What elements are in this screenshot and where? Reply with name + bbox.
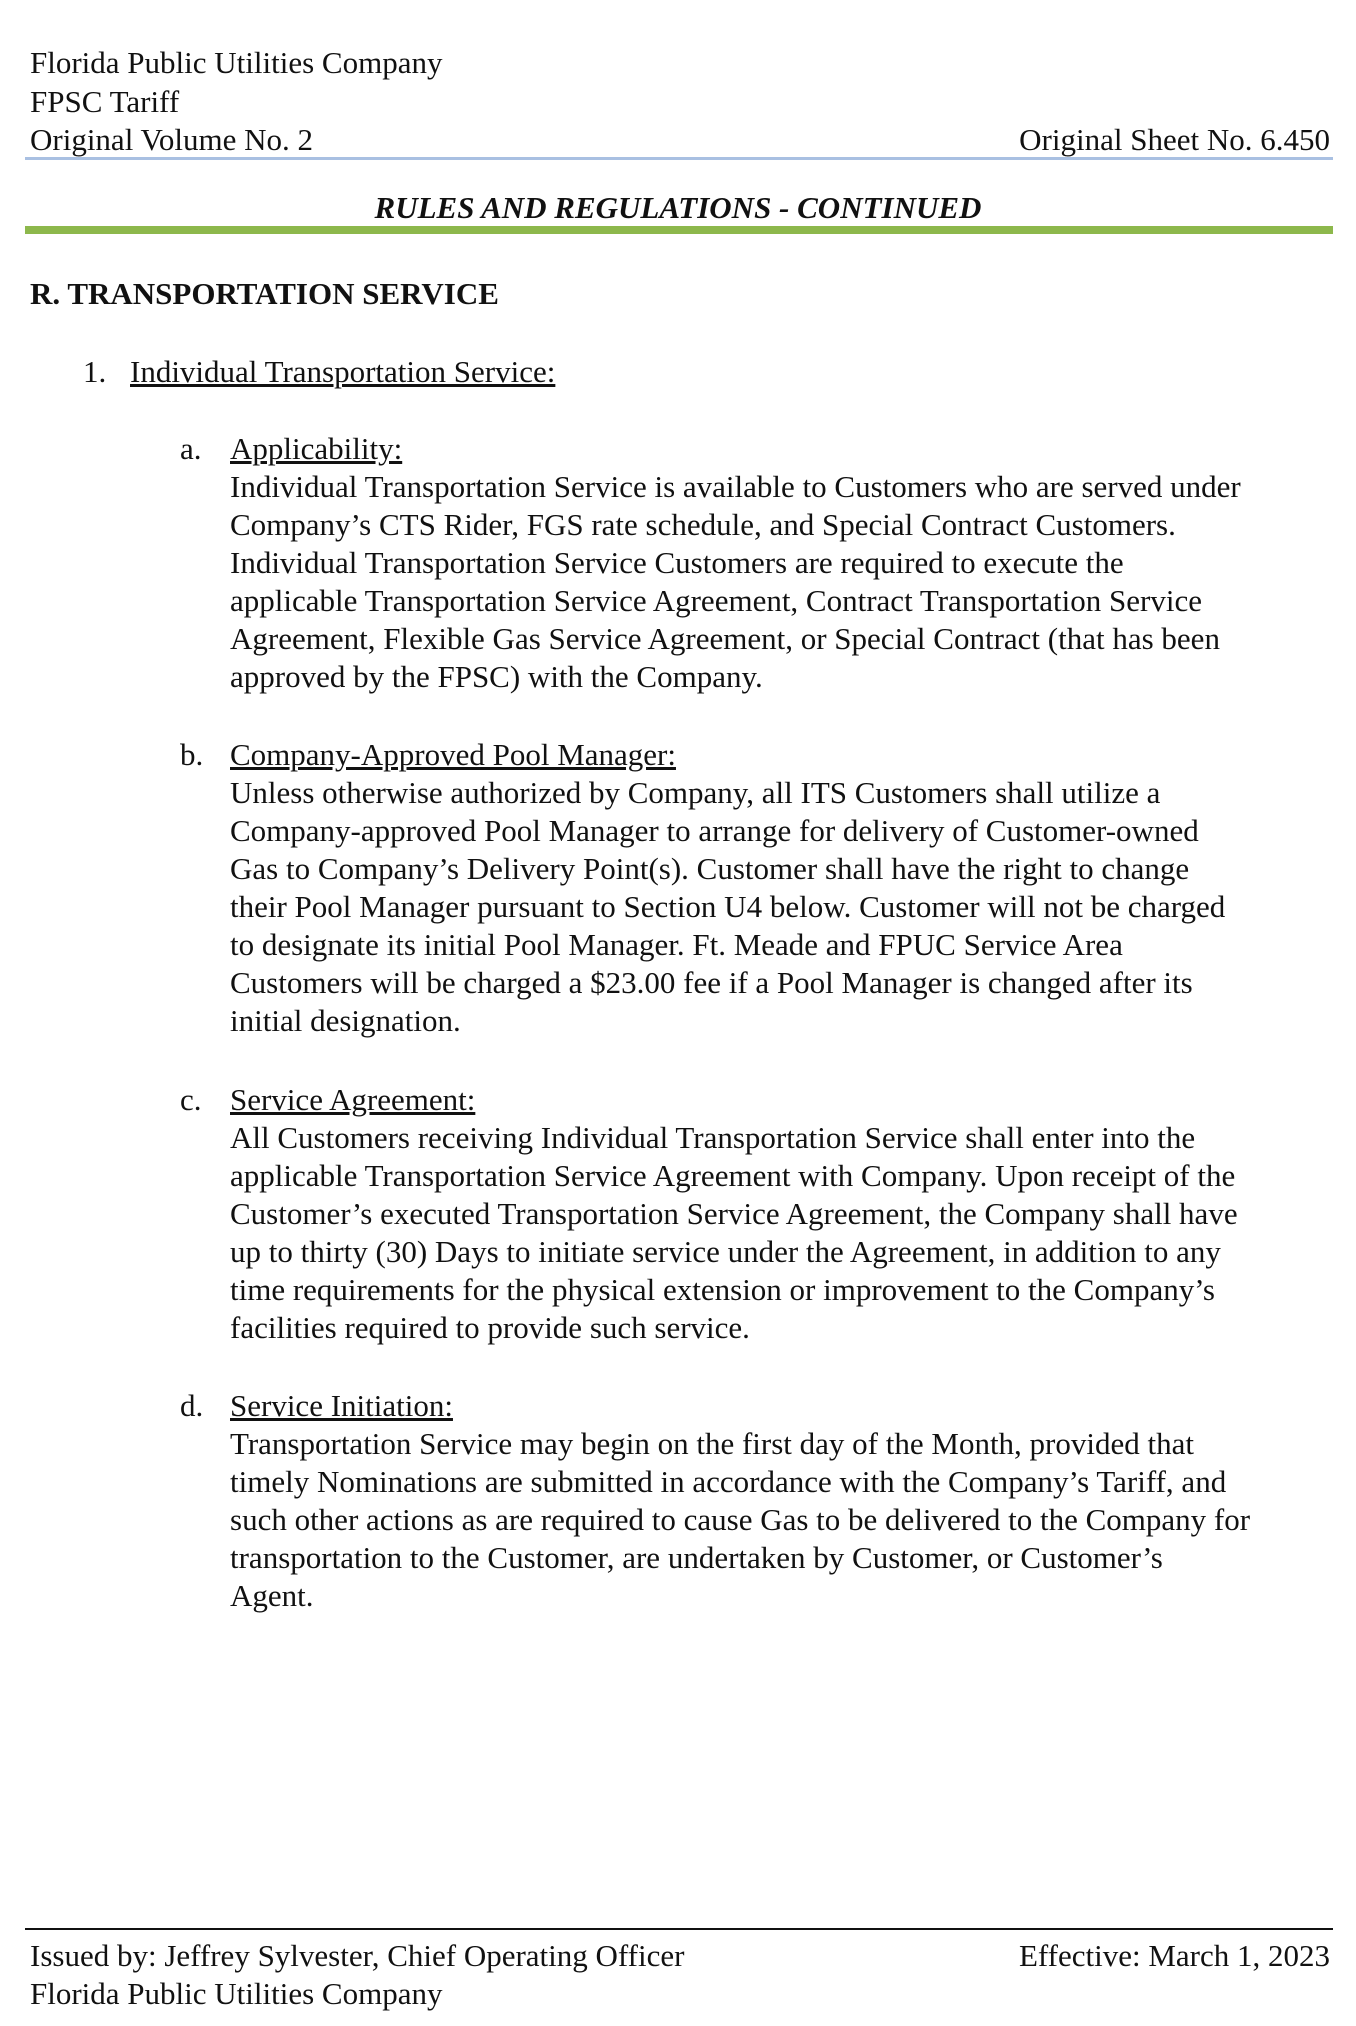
subsection-letter: b. — [180, 737, 204, 772]
footer-divider — [25, 1928, 1333, 1930]
main-heading: R. TRANSPORTATION SERVICE — [30, 276, 499, 311]
body-line: such other actions as are required to cause Gas to be delivered to the Company for — [230, 1502, 1251, 1537]
subsection-body — [230, 1425, 1330, 1615]
footer-effective-date: Effective: March 1, 2023 — [1018, 1938, 1330, 1973]
footer-issued-by: Issued by: Jeffrey Sylvester, Chief Operating Officer — [30, 1938, 685, 1973]
footer-company: Florida Public Utilities Company — [30, 1976, 443, 2011]
subsection-title: Company-Approved Pool Manager: — [230, 737, 676, 772]
body-line: approved by the FPSC) with the Company. — [230, 659, 763, 694]
subsection-letter: a. — [180, 431, 202, 466]
body-line: Agent. — [230, 1578, 314, 1613]
subsection-letter: d. — [180, 1388, 204, 1423]
body-line: to designate its initial Pool Manager. Ft. Meade and FPUC Service Area — [230, 927, 1123, 962]
body-line: up to thirty (30) Days to initiate service under the Agreement, in addition to any — [230, 1234, 1221, 1269]
subsection-title: Applicability: — [230, 431, 403, 466]
item-title: Individual Transportation Service: — [130, 354, 556, 389]
body-line: Agreement, Flexible Gas Service Agreement, or Special Contract (that has been — [230, 621, 1220, 656]
header-tariff: FPSC Tariff — [30, 84, 180, 119]
subsection-title: Service Agreement: — [230, 1082, 476, 1117]
body-line: Customer’s executed Transportation Service Agreement, the Company shall have — [230, 1196, 1238, 1231]
body-line: Company-approved Pool Manager to arrange for delivery of Customer-owned — [230, 813, 1199, 848]
body-line: Transportation Service may begin on the first day of the Month, provided that — [230, 1426, 1194, 1461]
body-line: Customers will be charged a $23.00 fee if a Pool Manager is changed after its — [230, 965, 1193, 1000]
body-line: facilities required to provide such service. — [230, 1310, 750, 1345]
body-line: transportation to the Customer, are undertaken by Customer, or Customer’s — [230, 1540, 1163, 1575]
header-divider — [25, 157, 1333, 160]
subsection-letter: c. — [180, 1082, 202, 1117]
body-line: All Customers receiving Individual Transportation Service shall enter into the — [230, 1120, 1196, 1155]
body-line: applicable Transportation Service Agreement with Company. Upon receipt of the — [230, 1158, 1236, 1193]
header-sheet-number: Original Sheet No. 6.450 — [1019, 122, 1330, 157]
subsection-body — [230, 1119, 1330, 1347]
body-line: Individual Transportation Service Customers are required to execute the — [230, 545, 1124, 580]
subsection-body — [230, 468, 1330, 696]
subsection-title: Service Initiation: — [230, 1388, 453, 1423]
header-volume: Original Volume No. 2 — [30, 122, 314, 157]
body-line: Unless otherwise authorized by Company, all ITS Customers shall utilize a — [230, 775, 1161, 810]
subsection-body — [230, 774, 1330, 1040]
header-company: Florida Public Utilities Company — [30, 45, 443, 80]
body-line: time requirements for the physical extension or improvement to the Company’s — [230, 1272, 1215, 1307]
section-banner: RULES AND REGULATIONS - CONTINUED — [374, 190, 982, 225]
item-number: 1. — [83, 354, 107, 389]
body-line: their Pool Manager pursuant to Section U4 below. Customer will not be charged — [230, 889, 1226, 924]
body-line: timely Nominations are submitted in accordance with the Company’s Tariff, and — [230, 1464, 1227, 1499]
body-line: initial designation. — [230, 1003, 461, 1038]
banner-divider — [25, 226, 1333, 234]
body-line: Company’s CTS Rider, FGS rate schedule, and Special Contract Customers. — [230, 507, 1176, 542]
body-line: Individual Transportation Service is available to Customers who are served under — [230, 469, 1241, 504]
body-line: Gas to Company’s Delivery Point(s). Customer shall have the right to change — [230, 851, 1190, 886]
body-line: applicable Transportation Service Agreement, Contract Transportation Service — [230, 583, 1202, 618]
